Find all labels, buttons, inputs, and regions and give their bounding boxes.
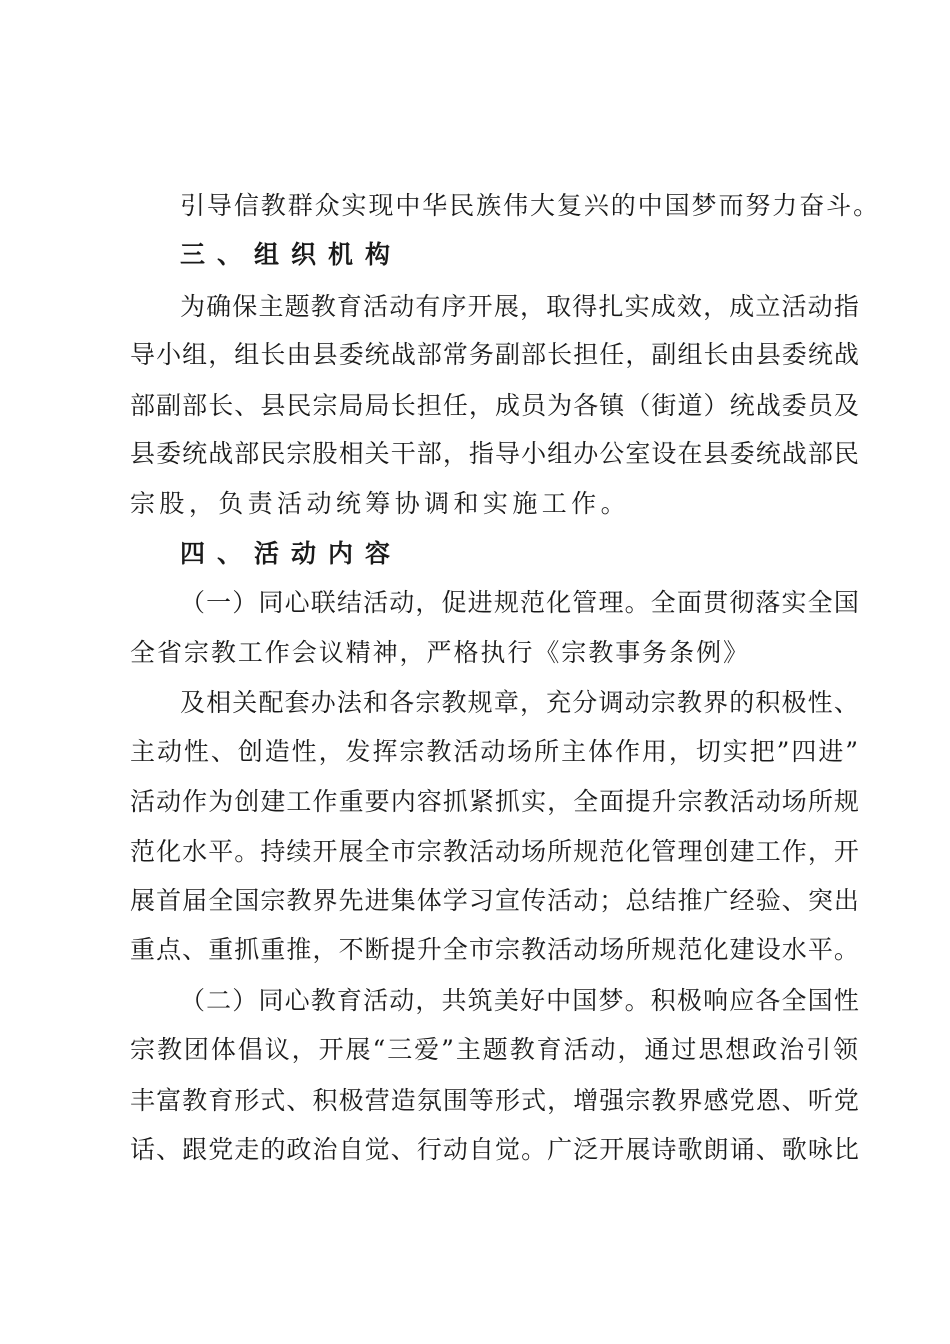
paragraph-line: （一）同心联结活动，促进规范化管理。全面贯彻落实全国: [180, 588, 860, 617]
paragraph-line: 宗股，负责活动统筹协调和实施工作。: [130, 489, 630, 518]
section-heading-activities: 四、活动内容: [180, 539, 403, 568]
paragraph-line: 县委统战部民宗股相关干部，指导小组办公室设在县委统战部民: [130, 439, 860, 468]
paragraph-line: 引导信教群众实现中华民族伟大复兴的中国梦而努力奋斗。: [180, 191, 880, 220]
paragraph-line: 展首届全国宗教界先进集体学习宣传活动；总结推广经验、突出: [130, 886, 860, 915]
paragraph-line: 为确保主题教育活动有序开展，取得扎实成效，成立活动指: [180, 292, 860, 321]
paragraph-line: 主动性、创造性，发挥宗教活动场所主体作用，切实把”四进”: [130, 737, 860, 766]
paragraph-line: 重点、重抓重推，不断提升全市宗教活动场所规范化建设水平。: [130, 935, 860, 964]
paragraph-line: 丰富教育形式、积极营造氛围等形式，增强宗教界感党恩、听党: [130, 1086, 860, 1115]
paragraph-line: 全省宗教工作会议精神，严格执行《宗教事务条例》: [130, 638, 750, 667]
paragraph-line: 导小组，组长由县委统战部常务副部长担任，副组长由县委统战: [130, 340, 860, 369]
paragraph-line: （二）同心教育活动，共筑美好中国梦。积极响应各全国性: [180, 986, 860, 1015]
paragraph-line: 部副部长、县民宗局局长担任，成员为各镇（街道）统战委员及: [130, 391, 860, 420]
paragraph-line: 活动作为创建工作重要内容抓紧抓实，全面提升宗教活动场所规: [130, 787, 860, 816]
section-heading-organization: 三、组织机构: [180, 240, 403, 269]
paragraph-line: 范化水平。持续开展全市宗教活动场所规范化管理创建工作，开: [130, 837, 860, 866]
paragraph-line: 话、跟党走的政治自觉、行动自觉。广泛开展诗歌朗诵、歌咏比: [130, 1135, 860, 1164]
paragraph-line: 及相关配套办法和各宗教规章，充分调动宗教界的积极性、: [180, 688, 860, 717]
paragraph-line: 宗教团体倡议，开展“三爱”主题教育活动，通过思想政治引领: [130, 1035, 860, 1064]
